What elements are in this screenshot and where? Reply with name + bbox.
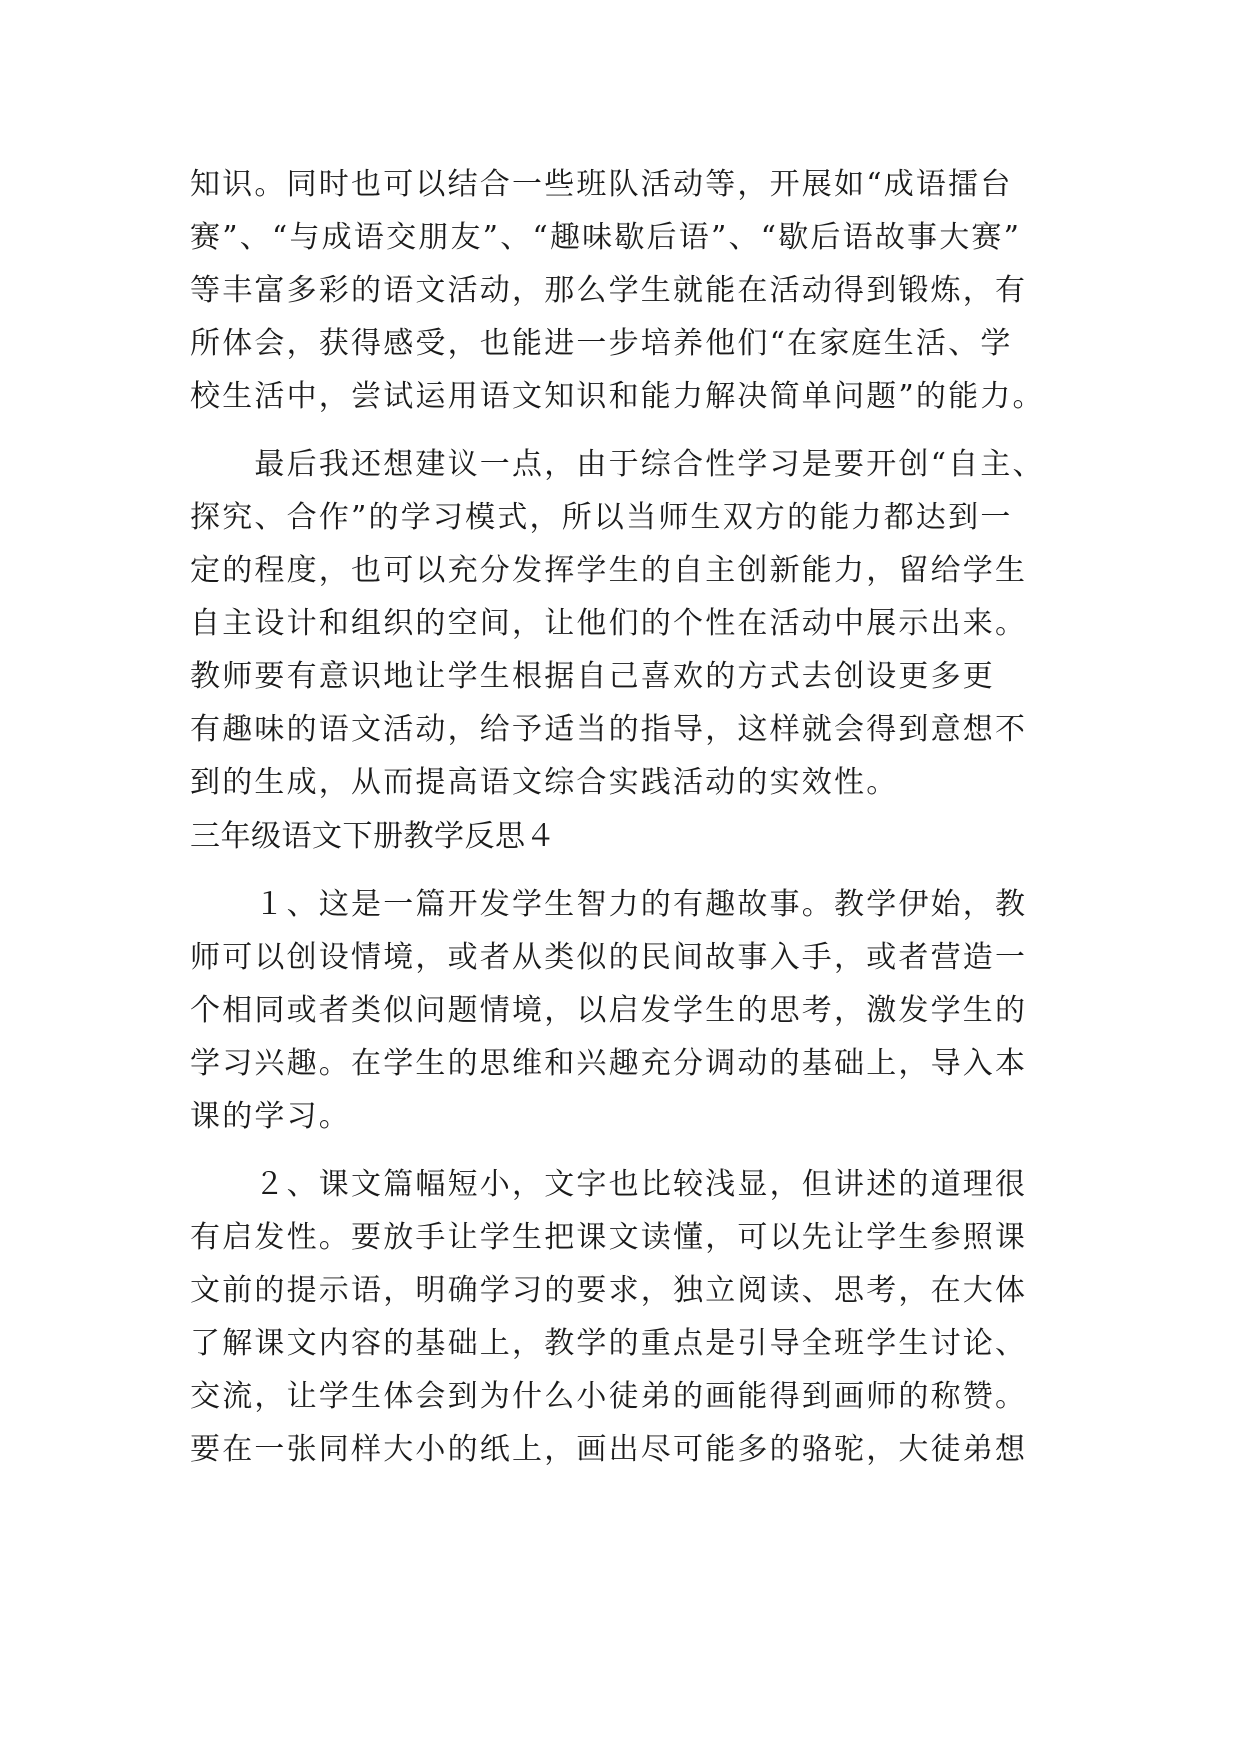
text-line: 教师要有意识地让学生根据自己喜欢的方式去创设更多更 [190, 659, 995, 694]
text-line: 所体会，获得感受，也能进一步培养他们“在家庭生活、学 [190, 326, 1013, 361]
text-line: 师可以创设情境，或者从类似的民间故事入手，或者营造一 [190, 940, 1028, 975]
text-line: 自主设计和组织的空间，让他们的个性在活动中展示出来。 [190, 606, 1028, 641]
text-line: 学习兴趣。在学生的思维和兴趣充分调动的基础上，导入本 [190, 1046, 1028, 1081]
text-line: 了解课文内容的基础上，教学的重点是引导全班学生讨论、 [190, 1326, 1028, 1361]
text-line: 赛”、“与成语交朋友”、“趣味歇后语”、“歇后语故事大赛” [190, 220, 1022, 255]
section-heading: 三年级语文下册教学反思４ [190, 819, 556, 854]
text-line: １、这是一篇开发学生智力的有趣故事。教学伊始，教 [190, 887, 1028, 922]
text-line: 课的学习。 [190, 1099, 351, 1134]
text-line: 要在一张同样大小的纸上，画出尽可能多的骆驼，大徒弟想 [190, 1432, 1028, 1467]
text-line: 到的生成，从而提高语文综合实践活动的实效性。 [190, 765, 899, 800]
text-line: 有趣味的语文活动，给予适当的指导，这样就会得到意想不 [190, 712, 1028, 747]
text-line: 等丰富多彩的语文活动，那么学生就能在活动得到锻炼，有 [190, 273, 1028, 308]
text-line: 个相同或者类似问题情境，以启发学生的思考，激发学生的 [190, 993, 1028, 1028]
text-line: 定的程度，也可以充分发挥学生的自主创新能力，留给学生 [190, 553, 1028, 588]
text-line: 最后我还想建议一点，由于综合性学习是要开创“自主、 [190, 447, 1045, 482]
text-line: ２、课文篇幅短小，文字也比较浅显，但讲述的道理很 [190, 1167, 1028, 1202]
text-line: 探究、合作”的学习模式，所以当师生双方的能力都达到一 [190, 500, 1013, 535]
text-line: 校生活中，尝试运用语文知识和能力解决简单问题”的能力。 [190, 379, 1045, 414]
text-line: 交流，让学生体会到为什么小徒弟的画能得到画师的称赞。 [190, 1379, 1028, 1414]
text-line: 文前的提示语，明确学习的要求，独立阅读、思考，在大体 [190, 1273, 1028, 1308]
text-line: 知识。同时也可以结合一些班队活动等，开展如“成语擂台 [190, 167, 1013, 202]
text-line: 有启发性。要放手让学生把课文读懂，可以先让学生参照课 [190, 1220, 1028, 1255]
